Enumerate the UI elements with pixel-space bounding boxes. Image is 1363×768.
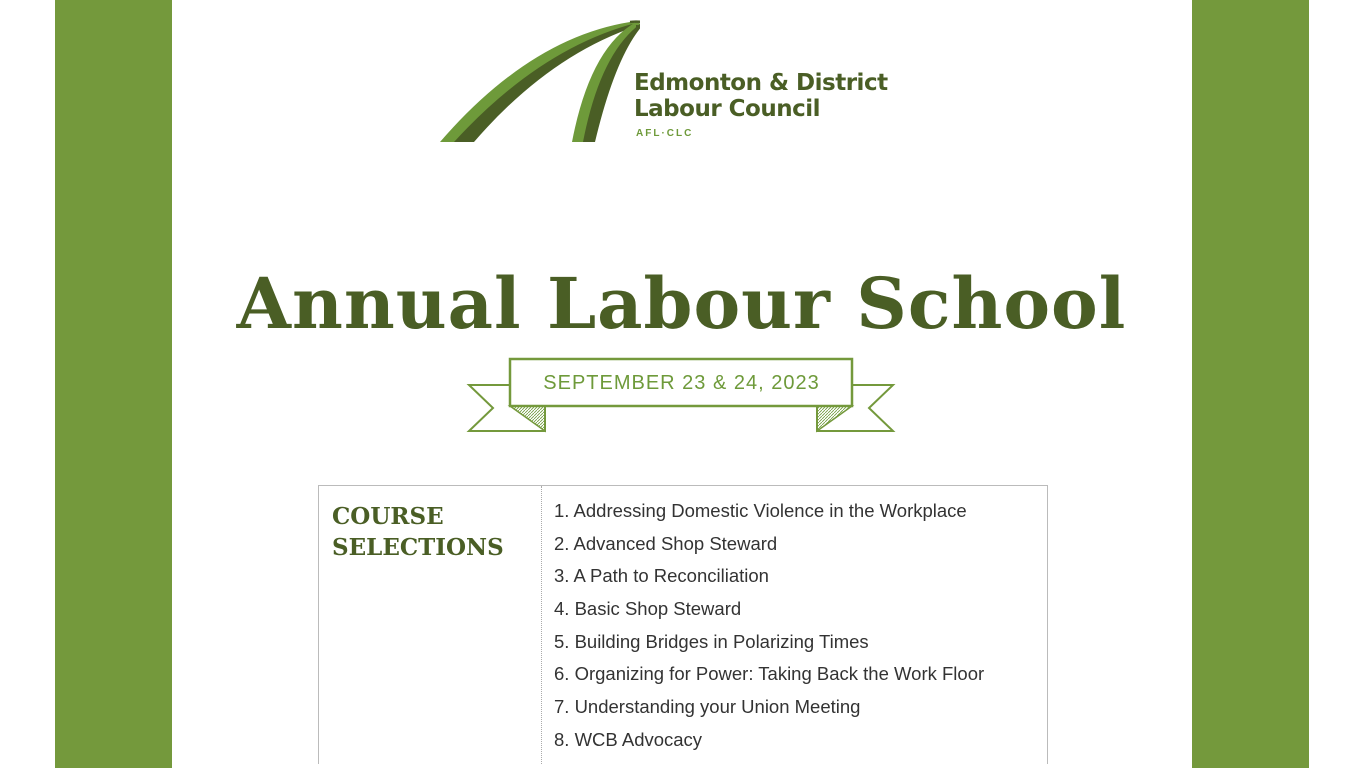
course-selections-table	[318, 485, 1048, 764]
heading-line1: COURSE	[332, 503, 444, 530]
right-green-bar	[1192, 0, 1309, 768]
org-name-line1: Edmonton & District	[634, 70, 888, 96]
column-divider	[541, 486, 542, 764]
list-item: 6. Organizing for Power: Taking Back the Work Floor	[554, 663, 985, 685]
arch-logo-icon	[440, 18, 640, 144]
org-name-line2: Labour Council	[634, 96, 820, 122]
list-item: 3. A Path to Reconciliation	[554, 565, 769, 587]
affiliation: AFL·CLC	[636, 128, 694, 139]
list-item: 4. Basic Shop Steward	[554, 598, 742, 620]
list-item: 5. Building Bridges in Polarizing Times	[554, 630, 869, 652]
heading-line2: SELECTIONS	[332, 534, 504, 561]
list-item: 8. WCB Advocacy	[554, 728, 703, 750]
list-item: 1. Addressing Domestic Violence in the Workplace	[554, 500, 967, 521]
list-item: 7. Understanding your Union Meeting	[554, 696, 861, 718]
list-item: 2. Advanced Shop Steward	[554, 532, 778, 554]
course-list	[554, 497, 984, 759]
left-green-bar	[55, 0, 172, 768]
course-heading	[332, 501, 504, 563]
page-title: Annual Labour School	[236, 262, 1127, 345]
event-date: SEPTEMBER 23 & 24, 2023	[543, 372, 820, 394]
